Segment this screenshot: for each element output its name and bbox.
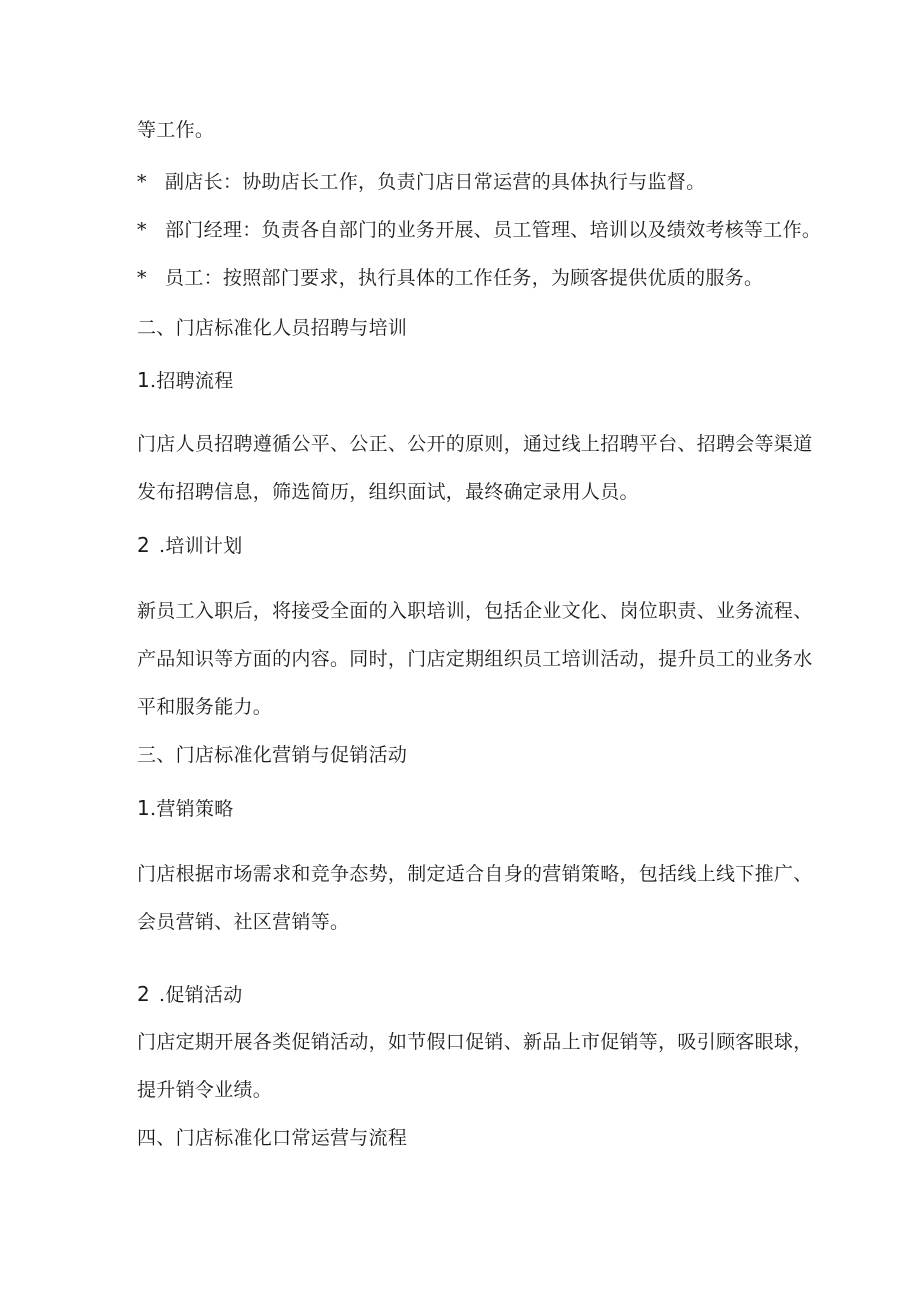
text: 平和服务能力。 <box>137 696 273 718</box>
text: 员工：按照部门要求，执行具体的工作任务，为顾客提供优质的服务。 <box>165 267 764 289</box>
text: 提升销令业绩。 <box>137 1079 273 1101</box>
subheading-text: .培训计划 <box>159 535 243 557</box>
section-heading-3 <box>137 743 407 767</box>
subheading-promotion-activities <box>137 982 243 1007</box>
subheading-text: .促销活动 <box>159 984 243 1006</box>
bullet-asterisk-icon: * <box>137 267 147 289</box>
paragraph-line <box>137 1078 272 1102</box>
paragraph-line <box>137 480 639 504</box>
paragraph-line <box>137 862 813 886</box>
section-heading-2 <box>137 316 407 340</box>
paragraph-line <box>137 599 813 623</box>
text: 产品知识等方面的内容。同时，门店定期组织员工培训活动，提升员工的业务水 <box>137 648 813 670</box>
paragraph-line <box>137 432 813 456</box>
item-number: 1 <box>137 368 151 392</box>
bullet-item-deputy-manager <box>137 170 705 194</box>
text: 部门经理：负责各自部门的业务开展、员工管理、培训以及绩效考核等工作。 <box>165 219 822 241</box>
subheading-marketing-strategy <box>137 796 234 821</box>
item-number: 2 <box>137 533 151 557</box>
text: 副店长：协助店长工作，负责门店日常运营的具体执行与监督。 <box>165 171 706 193</box>
paragraph-line <box>137 695 272 719</box>
bullet-item-department-manager <box>137 218 821 242</box>
heading-text: 四、门店标准化口常运营与流程 <box>137 1127 408 1149</box>
bullet-asterisk-icon: * <box>137 219 147 241</box>
subheading-training-plan <box>137 533 243 558</box>
bullet-asterisk-icon: * <box>137 171 147 193</box>
subheading-text: .招聘流程 <box>150 370 234 392</box>
paragraph-line <box>137 1030 813 1054</box>
item-number: 2 <box>137 982 151 1006</box>
text: 门店人员招聘遵循公平、公正、公开的原则，通过线上招聘平台、招聘会等渠道 <box>137 433 813 455</box>
text: 等工作。 <box>137 119 215 141</box>
text: 门店定期开展各类促销活动，如节假口促销、新品上市促销等，吸引顾客眼球， <box>137 1031 813 1053</box>
text: 发布招聘信息，筛选简历，组织面试，最终确定录用人员。 <box>137 481 639 503</box>
heading-text: 二、门店标准化人员招聘与培训 <box>137 317 408 339</box>
text: 门店根据市场需求和竞争态势，制定适合自身的营销策略，包括线上线下推广、 <box>137 863 813 885</box>
subheading-recruitment-process <box>137 368 234 393</box>
subheading-text: .营销策略 <box>150 798 234 820</box>
bullet-item-staff <box>137 266 763 290</box>
paragraph-line <box>137 910 349 934</box>
paragraph-continuation <box>137 118 214 142</box>
paragraph-line <box>137 647 813 671</box>
item-number: 1 <box>137 796 151 820</box>
text: 会员营销、社区营销等。 <box>137 911 350 933</box>
text: 新员工入职后，将接受全面的入职培训，包括企业文化、岗位职责、业务流程、 <box>137 600 813 622</box>
heading-text: 三、门店标准化营销与促销活动 <box>137 744 408 766</box>
section-heading-4 <box>137 1126 407 1150</box>
